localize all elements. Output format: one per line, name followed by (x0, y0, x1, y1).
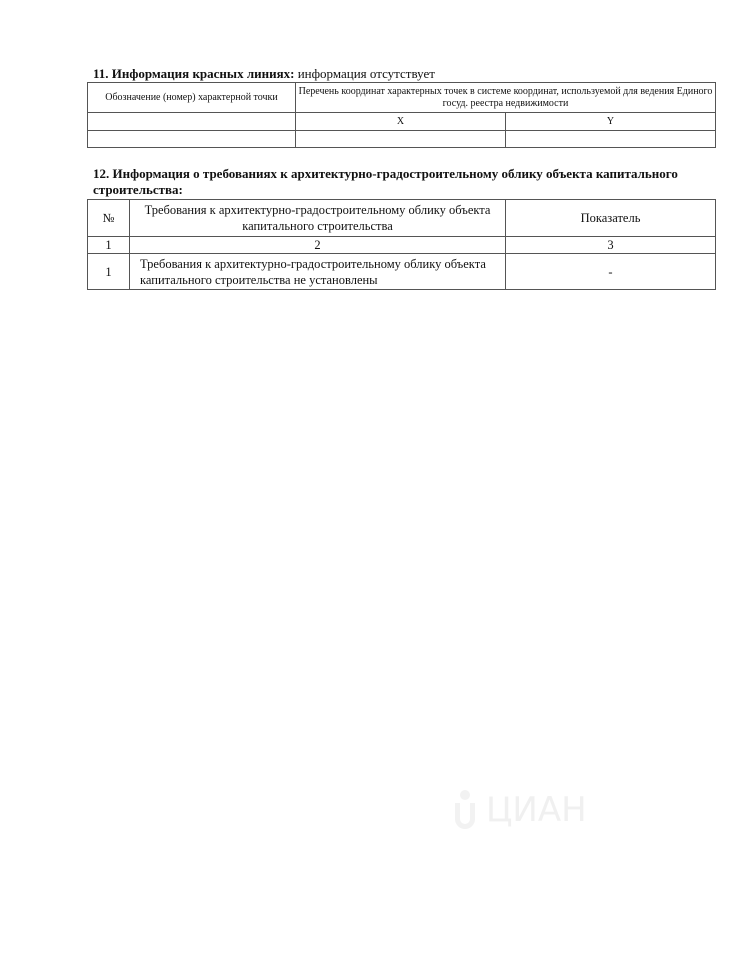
row-requirement: Требования к архитектурно-градостроительному облику объекта капитального строительства не установлены (130, 254, 506, 290)
row-number: 1 (88, 254, 130, 290)
numbering-cell: 3 (506, 237, 716, 254)
x-label: X (296, 113, 506, 131)
table-numbering-row (88, 237, 716, 254)
table-row (88, 254, 716, 290)
col-point-designation-header: Обозначение (номер) характерной точки (88, 83, 296, 113)
col-coordinates-header: Перечень координат характерных точек в системе координат, используемой для ведения Единого госуд. реестра недвижимости (296, 83, 716, 113)
architecture-requirements-table (87, 199, 716, 290)
col-requirements-header: Требования к архитектурно-градостроительному облику объекта капитального строительства (130, 200, 506, 237)
empty-cell (296, 131, 506, 148)
watermark-text: ЦИАН (486, 790, 587, 830)
person-icon (452, 790, 478, 830)
table-subheader-row (88, 113, 716, 131)
y-label: Y (506, 113, 716, 131)
section-11-title-bold: 11. Информация красных линиях: (93, 66, 295, 81)
table-header-row (88, 200, 716, 237)
numbering-cell: 2 (130, 237, 506, 254)
empty-cell (506, 131, 716, 148)
numbering-cell: 1 (88, 237, 130, 254)
section-12-title: 12. Информация о требованиях к архитектурно-градостроительному облику объекта капитального строительства: (93, 166, 678, 197)
section-11-title (93, 66, 435, 82)
red-lines-table (87, 82, 716, 148)
col-indicator-header: Показатель (506, 200, 716, 237)
empty-cell (88, 131, 296, 148)
section-11-title-rest: информация отсутствует (294, 66, 435, 81)
table-row (88, 131, 716, 148)
empty-cell (88, 113, 296, 131)
row-value: - (506, 254, 716, 290)
col-number-header: № (88, 200, 130, 237)
watermark (452, 790, 587, 830)
table-header-row (88, 83, 716, 113)
